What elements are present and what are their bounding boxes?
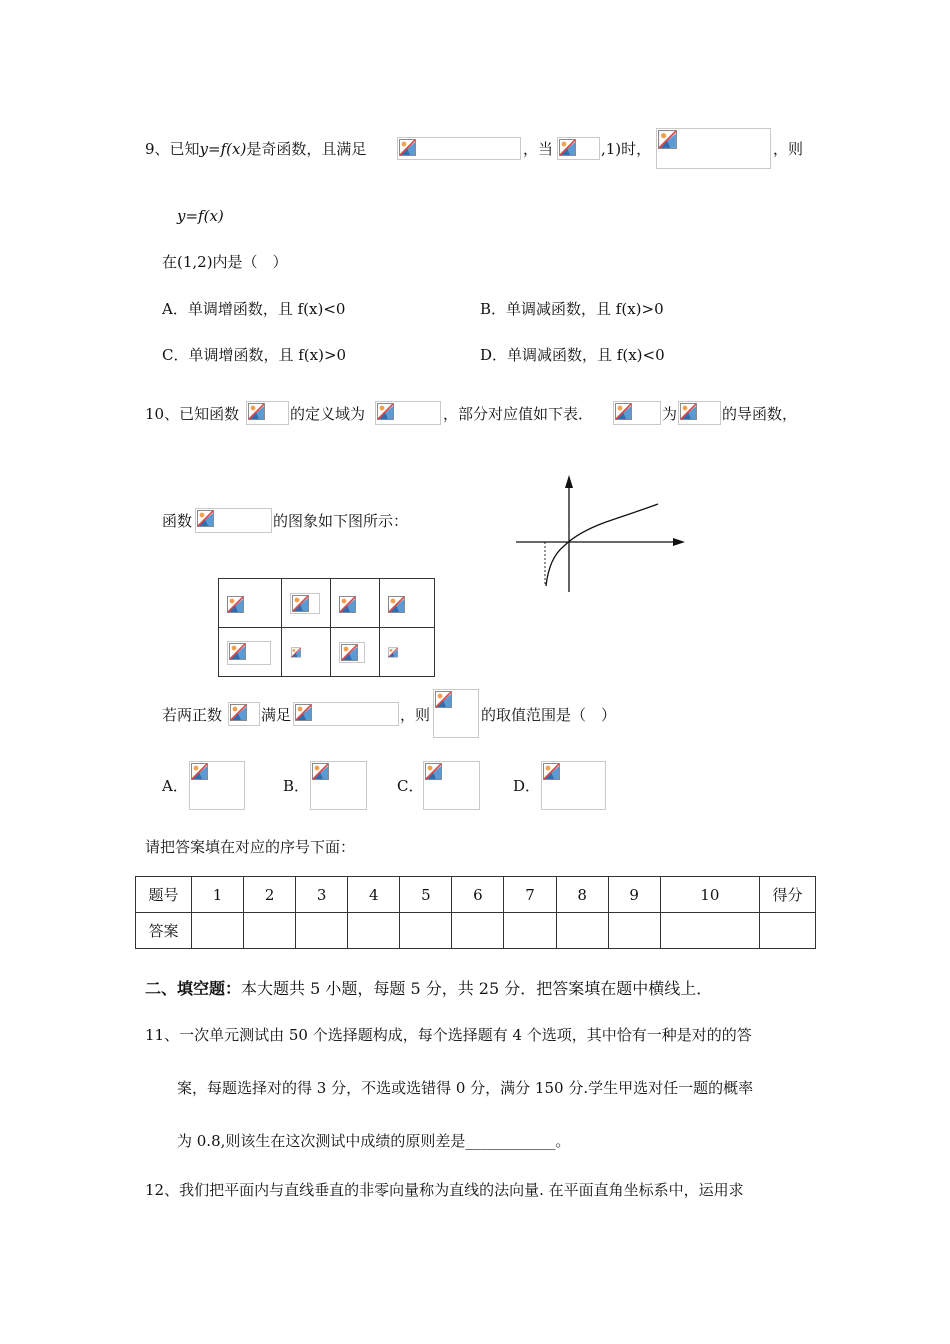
cell-image — [339, 642, 365, 663]
section2-title: 二、填空题： — [145, 979, 242, 998]
answer-cell[interactable] — [660, 913, 759, 949]
answer-cell[interactable] — [504, 913, 556, 949]
q9-line1 — [145, 139, 366, 159]
q11-line2: 案，每题选择对的得 3 分，不选或选错得 0 分，满分 150 分.学生甲选对任一题的概率 — [177, 1079, 754, 1097]
q10-condition-then: ，则 — [400, 706, 431, 724]
q10-choice-a-image — [189, 761, 245, 810]
answer-header-row — [136, 877, 816, 913]
broken-image-icon — [248, 403, 265, 420]
broken-image-icon — [388, 644, 398, 661]
broken-image-icon — [388, 596, 405, 613]
q10-choice-d-label: D． — [513, 777, 541, 795]
q10-function-label: 函数 — [162, 512, 193, 530]
table-cell — [219, 628, 282, 677]
q9-interval-tail: ,1)时， — [601, 140, 652, 158]
broken-image-icon — [435, 691, 452, 708]
question-number-cell: 1 — [192, 877, 244, 913]
derivative-graph — [510, 470, 690, 594]
q9-condition-image — [397, 137, 521, 160]
question-number-cell: 8 — [556, 877, 608, 913]
broken-image-icon — [295, 704, 312, 721]
q10-choice-b-image — [310, 761, 367, 810]
q10-choice-c-label: C． — [397, 777, 424, 795]
broken-image-icon — [230, 704, 247, 721]
q10-derivative-image — [613, 401, 661, 425]
section2-heading — [145, 979, 712, 999]
table-cell — [331, 579, 380, 628]
answer-row — [136, 913, 816, 949]
table-cell — [282, 628, 331, 677]
broken-image-icon — [227, 596, 244, 613]
q10-value-table — [218, 578, 435, 677]
answer-cell[interactable] — [452, 913, 504, 949]
broken-image-icon — [559, 139, 576, 156]
question-number-cell: 6 — [452, 877, 504, 913]
q11-line1: 11、一次单元测试由 50 个选择题构成，每个选择题有 4 个选项，其中恰有一种是对的的答 — [145, 1026, 752, 1044]
q10-condition-prefix: 若两正数 — [162, 706, 223, 724]
q9-prefix: 9、已知 — [145, 140, 200, 158]
q9-function-line: y=f(x) — [177, 207, 224, 225]
q10-choice-c-image — [423, 761, 480, 810]
broken-image-icon — [291, 644, 301, 661]
q10-condition-mid: 满足 — [261, 706, 292, 724]
q9-option-c: C．单调增函数，且 f(x)>0 — [162, 346, 347, 364]
question-number-cell: 4 — [348, 877, 400, 913]
section2-description: 本大题共 5 小题，每题 5 分，共 25 分．把答案填在题中横线上． — [241, 979, 713, 998]
q9-function: y=f(x) — [199, 140, 247, 158]
q10-expression-image — [433, 689, 479, 738]
q10-function-image — [246, 401, 289, 425]
answer-cell[interactable] — [296, 913, 348, 949]
q9-condition-text: 是奇函数，且满足 — [246, 140, 367, 158]
broken-image-icon — [680, 403, 697, 420]
q10-derivative-func-image — [195, 508, 272, 533]
answer-cell[interactable] — [348, 913, 400, 949]
q10-domain-text: 的定义域为 — [290, 405, 366, 423]
q10-domain-image — [375, 401, 441, 425]
y-axis-arrow — [565, 475, 573, 488]
q10-choice-b-label: B． — [283, 777, 310, 795]
broken-image-icon — [229, 643, 246, 660]
q10-choice-d-image — [541, 761, 606, 810]
broken-image-icon — [658, 130, 677, 149]
broken-image-icon — [197, 510, 214, 527]
broken-image-icon — [615, 403, 632, 420]
q9-option-a: A．单调增函数，且 f(x)<0 — [162, 300, 346, 318]
broken-image-icon — [425, 763, 442, 780]
answer-cell[interactable] — [608, 913, 660, 949]
q10-ab-image — [228, 702, 260, 726]
table-cell — [219, 579, 282, 628]
q10-graph-text: 的图象如下图所示： — [273, 512, 409, 530]
question-number-cell: 5 — [400, 877, 452, 913]
q9-interval-question: 在(1,2)内是（ ） — [162, 253, 288, 271]
q9-formula-image — [656, 128, 771, 169]
question-number-cell: 7 — [504, 877, 556, 913]
q9-option-b: B．单调减函数，且 f(x)>0 — [480, 300, 664, 318]
q10-is-text: 为 — [662, 405, 678, 423]
header-label-cell: 题号 — [136, 877, 192, 913]
answer-table — [135, 876, 816, 949]
broken-image-icon — [341, 644, 358, 661]
q9-when-text: ，当 — [523, 140, 554, 158]
broken-image-icon — [543, 763, 560, 780]
q10-choice-a-label: A． — [162, 777, 188, 795]
broken-image-icon — [312, 763, 329, 780]
table-cell — [282, 579, 331, 628]
broken-image-icon — [191, 763, 208, 780]
question-number-cell: 10 — [660, 877, 759, 913]
broken-image-icon — [292, 595, 309, 612]
q10-table-text: ，部分对应值如下表． — [443, 405, 594, 423]
q10-fx-image — [678, 401, 721, 425]
score-label-cell: 得分 — [760, 877, 816, 913]
q9-then-text: ，则 — [773, 140, 804, 158]
q10-derivative-text: 的导函数， — [722, 405, 798, 423]
q10-condition-tail: 的取值范围是（ ） — [481, 706, 617, 724]
q11-line3: 为 0.8,则该生在这次测试中成绩的原则差是____________。 — [177, 1132, 571, 1150]
q9-interval-image — [557, 137, 600, 160]
q10-inequality-image — [293, 702, 399, 726]
answer-instruction: 请把答案填在对应的序号下面： — [145, 838, 356, 856]
table-cell — [331, 628, 380, 677]
q10-prefix: 10、已知函数 — [145, 405, 240, 423]
answer-cell[interactable] — [556, 913, 608, 949]
derivative-curve — [546, 504, 658, 586]
table-cell — [380, 628, 435, 677]
x-axis-arrow — [673, 538, 685, 546]
q9-option-d: D．单调减函数，且 f(x)<0 — [480, 346, 665, 364]
broken-image-icon — [339, 596, 356, 613]
answer-cell[interactable] — [400, 913, 452, 949]
broken-image-icon — [399, 139, 416, 156]
answer-cell[interactable] — [244, 913, 296, 949]
table-cell — [380, 579, 435, 628]
broken-image-icon — [377, 403, 394, 420]
score-cell[interactable] — [760, 913, 816, 949]
q12-line1: 12、我们把平面内与直线垂直的非零向量称为直线的法向量. 在平面直角坐标系中，运用求 — [145, 1181, 744, 1199]
cell-image — [227, 641, 271, 665]
question-number-cell: 9 — [608, 877, 660, 913]
answer-label-cell: 答案 — [136, 913, 192, 949]
answer-cell[interactable] — [192, 913, 244, 949]
cell-image — [290, 593, 320, 614]
question-number-cell: 2 — [244, 877, 296, 913]
question-number-cell: 3 — [296, 877, 348, 913]
